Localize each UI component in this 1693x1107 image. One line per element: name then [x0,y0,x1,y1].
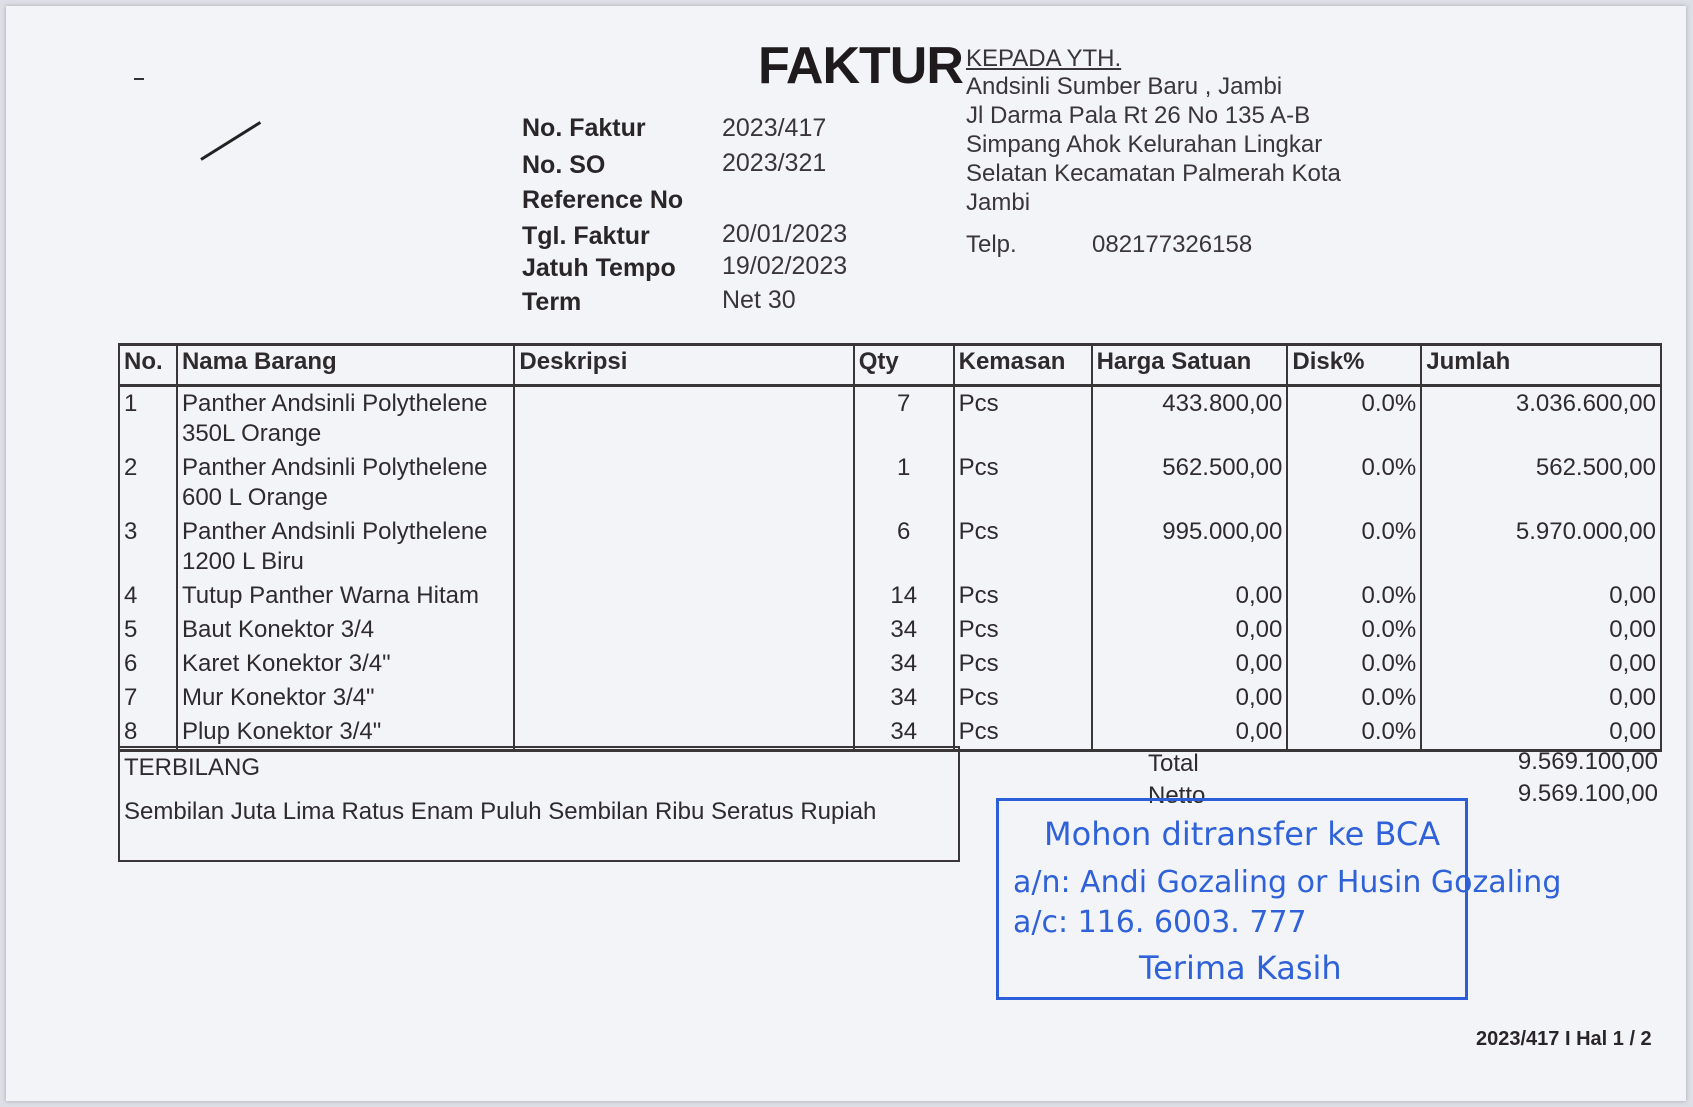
cell-total: 0,00 [1421,681,1661,715]
cell-no: 5 [119,613,177,647]
cell-no: 2 [119,451,177,515]
meta-value-no-so: 2023/321 [722,149,827,177]
meta-value-jatuh-tempo: 19/02/2023 [722,252,848,280]
cell-disc: 0.0% [1287,613,1421,647]
cell-name: Panther Andsinli Polythelene 600 L Orange [177,451,514,515]
cell-name: Tutup Panther Warna Hitam [177,579,514,613]
cell-no: 8 [119,715,177,751]
table-row [119,681,1661,715]
cell-qty: 6 [854,515,954,579]
cell-unit: Pcs [954,579,1092,613]
cell-unit: Pcs [954,451,1092,515]
cell-desc [514,386,853,452]
cell-total: 0,00 [1421,613,1661,647]
cell-disc: 0.0% [1287,579,1421,613]
table-row [119,515,1661,579]
cell-unit: Pcs [954,386,1092,452]
terbilang-label: TERBILANG [124,754,261,781]
cell-total: 562.500,00 [1421,451,1661,515]
stamp-line-thanks: Terima Kasih [1139,949,1342,987]
cell-no: 3 [119,515,177,579]
recipient-line: Andsinli Sumber Baru , Jambi [966,73,1283,100]
table-row [119,386,1661,452]
meta-value-tgl-faktur: 20/01/2023 [722,220,848,248]
col-header-jumlah: Jumlah [1421,345,1661,386]
cell-name: Mur Konektor 3/4" [177,681,514,715]
terbilang-text: Sembilan Juta Lima Ratus Enam Puluh Sembilan Ribu Seratus Rupiah [124,798,877,825]
phone-value: 082177326158 [1092,231,1253,258]
table-row [119,451,1661,515]
cell-price: 433.800,00 [1092,386,1288,452]
cell-disc: 0.0% [1287,647,1421,681]
cell-desc [514,451,853,515]
cell-disc: 0.0% [1287,515,1421,579]
cell-name: Plup Konektor 3/4" [177,715,514,751]
cell-total: 0,00 [1421,647,1661,681]
cell-desc [514,647,853,681]
items-table [118,343,1662,752]
cell-unit: Pcs [954,647,1092,681]
cell-qty: 7 [854,386,954,452]
cell-qty: 14 [854,579,954,613]
stamp-line-transfer: Mohon ditransfer ke BCA [1044,815,1441,853]
cell-price: 0,00 [1092,715,1288,751]
cell-qty: 34 [854,647,954,681]
recipient-line: Jambi [966,189,1031,216]
col-header-qty: Qty [854,345,954,386]
cell-no: 7 [119,681,177,715]
cell-qty: 34 [854,681,954,715]
meta-label-term: Term [522,288,582,316]
cell-disc: 0.0% [1287,386,1421,452]
cell-name: Panther Andsinli Polythelene 350L Orange [177,386,514,452]
cell-total: 5.970.000,00 [1421,515,1661,579]
col-header-no: No. [119,345,177,386]
cell-qty: 34 [854,613,954,647]
cell-price: 0,00 [1092,647,1288,681]
table-row [119,647,1661,681]
cell-name: Baut Konektor 3/4 [177,613,514,647]
col-header-harga-satuan: Harga Satuan [1092,345,1288,386]
stamp-line-account-number: a/c: 116. 6003. 777 [1013,905,1307,940]
stamp-line-account-name: a/n: Andi Gozaling or Husin Gozaling [1013,865,1562,900]
cell-price: 995.000,00 [1092,515,1288,579]
cell-no: 4 [119,579,177,613]
invoice-title: FAKTUR [758,37,963,95]
table-header-row [119,345,1661,386]
meta-label-no-so: No. SO [522,151,606,179]
cell-unit: Pcs [954,715,1092,751]
meta-label-tgl-faktur: Tgl. Faktur [522,222,650,250]
cell-total: 3.036.600,00 [1421,386,1661,452]
cell-unit: Pcs [954,515,1092,579]
cell-disc: 0.0% [1287,715,1421,751]
cell-qty: 1 [854,451,954,515]
cell-total: 0,00 [1421,579,1661,613]
recipient-line: Simpang Ahok Kelurahan Lingkar [966,131,1323,158]
cell-price: 0,00 [1092,681,1288,715]
cell-desc [514,613,853,647]
cell-disc: 0.0% [1287,681,1421,715]
total-value: 9.569.100,00 [1517,748,1658,775]
terbilang-box [118,746,960,862]
cell-desc [514,579,853,613]
ink-mark [134,78,144,80]
meta-label-jatuh-tempo: Jatuh Tempo [522,254,676,282]
table-row [119,579,1661,613]
col-header-kemasan: Kemasan [954,345,1092,386]
netto-value: 9.569.100,00 [1517,780,1658,807]
col-header-disk: Disk% [1287,345,1421,386]
meta-value-no-faktur: 2023/417 [722,114,827,142]
recipient-heading: KEPADA YTH. [966,45,1122,72]
cell-desc [514,515,853,579]
cell-name: Karet Konektor 3/4" [177,647,514,681]
cell-unit: Pcs [954,613,1092,647]
invoice-paper [6,6,1686,1101]
netto-label: Netto [1148,782,1206,809]
cell-no: 6 [119,647,177,681]
recipient-line: Selatan Kecamatan Palmerah Kota [966,160,1341,187]
phone-label: Telp. [966,231,1017,258]
pen-stroke [200,121,261,161]
cell-disc: 0.0% [1287,451,1421,515]
cell-qty: 34 [854,715,954,751]
col-header-nama-barang: Nama Barang [177,345,514,386]
cell-desc [514,681,853,715]
meta-label-no-faktur: No. Faktur [522,114,646,142]
cell-price: 0,00 [1092,613,1288,647]
cell-total: 0,00 [1421,715,1661,751]
table-row [119,613,1661,647]
meta-label-reference-no: Reference No [522,186,684,214]
meta-value-term: Net 30 [722,286,796,314]
cell-name: Panther Andsinli Polythelene 1200 L Biru [177,515,514,579]
cell-price: 562.500,00 [1092,451,1288,515]
payment-stamp [996,798,1562,1000]
col-header-deskripsi: Deskripsi [514,345,853,386]
cell-price: 0,00 [1092,579,1288,613]
total-label: Total [1148,750,1199,777]
recipient-line: Jl Darma Pala Rt 26 No 135 A-B [966,102,1311,129]
cell-unit: Pcs [954,681,1092,715]
page-footer: 2023/417 I Hal 1 / 2 [1476,1028,1652,1050]
cell-no: 1 [119,386,177,452]
